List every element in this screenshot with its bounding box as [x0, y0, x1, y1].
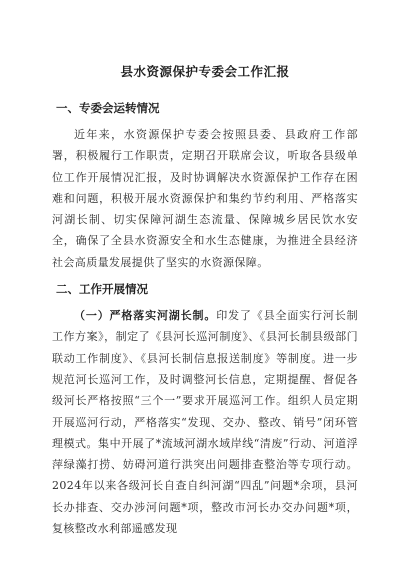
section-heading-2: 二、工作开展情况 [56, 282, 148, 297]
sub-heading-river-chief: （一）严格落实河湖长制。 [74, 309, 217, 323]
section-heading-1: 一、专委会运转情况 [56, 101, 160, 115]
section-paragraph-1: 近年来，水资源保护专委会按照县委、县政府工作部署，积极履行工作职责，定期召开联席会议，听取各县级单位工作开展情况汇报，及时协调解决水资源保护工作存在困难和问题，积极开展水资源保护和集约节约利用、严格落实河湖长制、切实保障河湖生态流量、保障城乡居民饮水安全，确保了全县水资源安全和水生态健康，为推进全县经济社会高质量发展提供了坚实的水资源保障。 [52, 128, 358, 269]
document-title: 县水资源保护专委会工作汇报 [120, 64, 290, 79]
section-body-2: 印发了《县全面实行河长制工作方案》，制定了《县河长巡河制度》、《县河长制县级部门联动工作制度》、《县河长制信息报送制度》等制度。进一步规范河长巡河工作，及时调整河长信息，定期提醒、督促各级河长严格按照“三个一”要求开展巡河工作。组织人员定期开展巡河行动，严格落实“发现、交办、整改、销号”闭环管理模式。集中开展了*流域河湖水域岸线“清废”行动、河道浮萍绿藻打捞、妨碍河道行洪突出问题排查整治等专项行动。2024年以来各级河长自查自纠河湖“四乱”问题*余项，县河长办排查、交办涉河问题*项，整改市河长办交办问题*项，复核整改水利部遥感发现 [52, 309, 358, 536]
section-paragraph-2 [52, 305, 358, 539]
